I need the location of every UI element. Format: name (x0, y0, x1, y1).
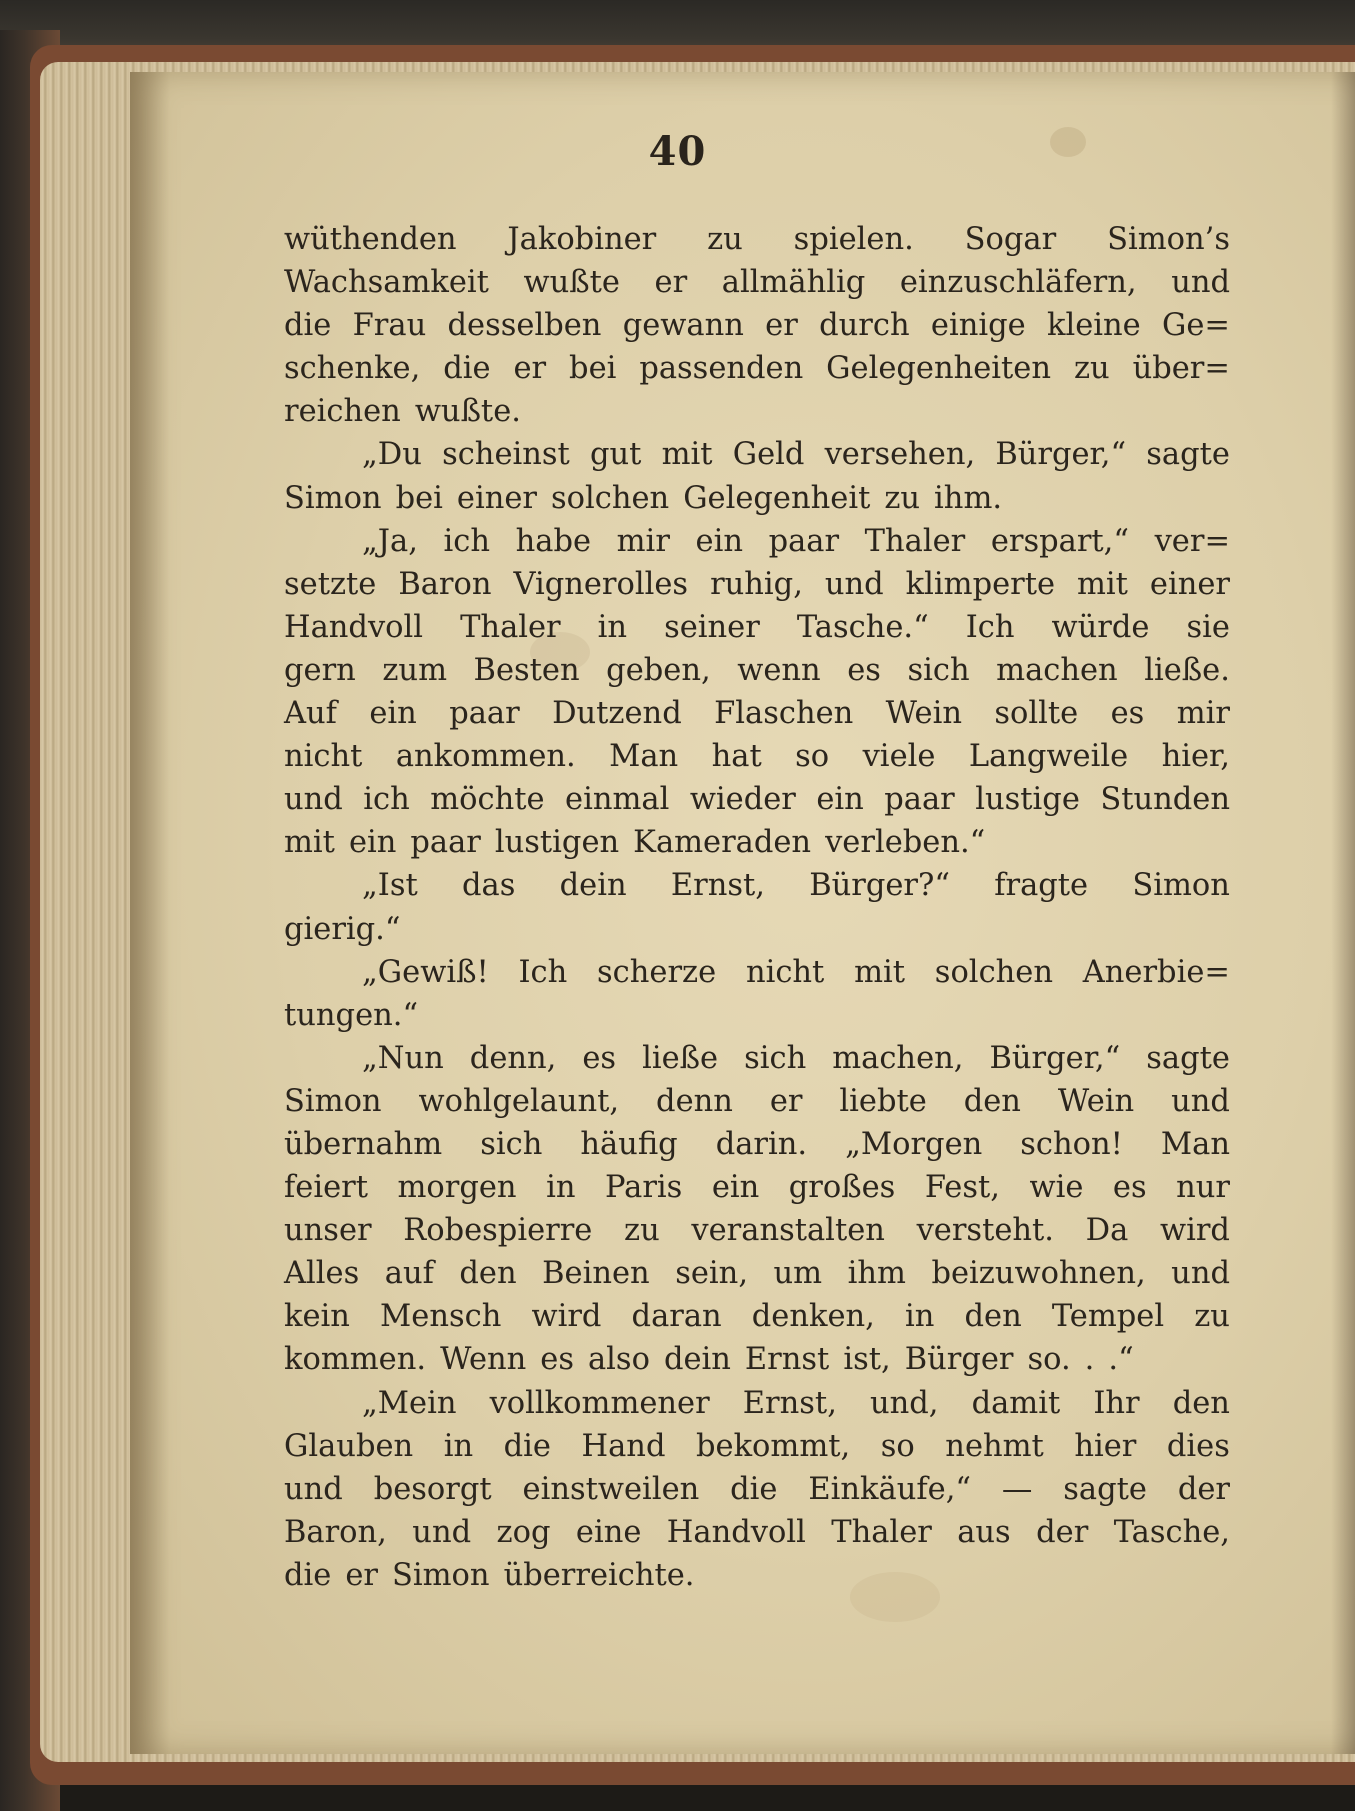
text-word: aus (957, 1514, 1011, 1550)
text-word: klimperte (905, 566, 1056, 602)
text-line (284, 994, 1230, 1037)
text-word: hat (711, 739, 762, 775)
text-line (284, 951, 1230, 994)
text-word: zum (382, 652, 447, 688)
text-word: er (765, 308, 798, 344)
text-word: Geld (732, 437, 805, 473)
text-word: Gelegenheiten (826, 351, 1052, 387)
text-word: denn (656, 1083, 733, 1119)
text-word: Dutzend (552, 696, 682, 732)
text-word: sie (1186, 609, 1230, 645)
text-word: ein (816, 782, 864, 818)
text-word: habe (515, 523, 592, 559)
text-word: auf (384, 1256, 434, 1292)
text-word: wird (1159, 1213, 1230, 1249)
text-word: gut (589, 437, 642, 473)
text-word: sein, (675, 1256, 749, 1292)
text-word: Glauben (284, 1428, 414, 1464)
text-word: — (1001, 1471, 1033, 1507)
text-word: Tasche.“ (796, 609, 929, 645)
text-word: und (1171, 1083, 1230, 1119)
text-line (284, 261, 1230, 304)
text-word: also (587, 1342, 650, 1378)
text-word: würde (1051, 609, 1150, 645)
text-word: versehen, (824, 437, 976, 473)
text-line (284, 1295, 1230, 1338)
text-word: einer (456, 480, 537, 516)
text-word: Einkäufe,“ (808, 1471, 971, 1507)
text-word: bei (569, 351, 617, 387)
text-word: Simon (284, 480, 382, 516)
text-word: Hand (581, 1428, 666, 1464)
text-word: paar (449, 696, 520, 732)
text-word: Simon (391, 1557, 490, 1593)
text-word: verleben.“ (825, 825, 986, 861)
text-word: Ich (518, 954, 568, 990)
text-word: und (284, 782, 343, 818)
text-word: solchen (934, 954, 1053, 990)
text-word: in (597, 609, 628, 645)
text-word: übernahm (284, 1126, 443, 1162)
text-line (284, 778, 1230, 821)
text-word: mir (1176, 696, 1230, 732)
text-word: wüthenden (284, 222, 457, 257)
text-word: bei (395, 480, 443, 516)
text-word: einige (930, 308, 1026, 344)
text-line (284, 1468, 1230, 1511)
text-word: die (284, 308, 332, 344)
text-word: scherze (597, 954, 717, 990)
text-word: und (1171, 265, 1230, 301)
text-word: Baron, (284, 1514, 387, 1550)
text-word: er (345, 1557, 378, 1593)
text-word: sich (907, 652, 970, 688)
text-word: denn, (469, 1040, 557, 1076)
text-word: geben, (606, 652, 711, 688)
text-word: Alles (284, 1256, 360, 1292)
text-word: und (824, 566, 884, 602)
text-word: Tempel (1051, 1299, 1165, 1335)
text-word: setzte (284, 566, 377, 602)
text-line (284, 864, 1230, 907)
body-text (284, 218, 1230, 1597)
text-word: Wein (885, 696, 962, 732)
text-word: so (795, 739, 830, 775)
text-word: in (904, 1299, 935, 1335)
text-word: in (546, 1170, 576, 1206)
text-word: machen, (832, 1040, 964, 1076)
text-word: morgen (397, 1170, 517, 1206)
text-word: und (412, 1514, 472, 1550)
text-word: Mensch (380, 1299, 502, 1335)
text-word: durch (819, 308, 910, 344)
text-word: Beinen (542, 1256, 650, 1292)
text-word: zog (496, 1514, 551, 1550)
text-word: Handvoll (284, 609, 424, 645)
text-word: sagte (1063, 1471, 1147, 1507)
text-word: mir (616, 523, 670, 559)
text-word: machen (996, 652, 1118, 688)
text-word: sich (480, 1126, 543, 1162)
text-word: sagte (1146, 1040, 1230, 1076)
text-word: wenn (737, 652, 821, 688)
text-word: erspart,“ (990, 523, 1129, 559)
text-word: Ernst, (742, 1385, 837, 1421)
text-word: liebte (839, 1083, 927, 1119)
text-word: desselben (447, 308, 602, 344)
text-word: Jakobiner (507, 222, 657, 257)
text-line (284, 692, 1230, 735)
text-word: versteht. (916, 1213, 1054, 1249)
text-word: ließe (642, 1040, 719, 1076)
text-line (284, 1382, 1230, 1425)
text-word: besorgt (373, 1471, 492, 1507)
text-word: und (1171, 1256, 1230, 1292)
text-word: Ich (965, 609, 1015, 645)
text-word: zu (624, 1213, 660, 1249)
text-line (284, 821, 1230, 864)
text-word: hier (1074, 1428, 1137, 1464)
text-line (284, 477, 1230, 520)
text-word: Ernst, (670, 868, 765, 904)
text-word: „Ja, (362, 523, 418, 559)
text-line (284, 1338, 1230, 1381)
text-line (284, 563, 1230, 606)
text-word: lustigen (494, 825, 620, 861)
text-word: hier, (1161, 739, 1230, 775)
text-word: wie (1029, 1170, 1084, 1206)
text-word: wußte (523, 265, 620, 301)
text-word: gierig.“ (284, 911, 401, 947)
text-line (284, 218, 1230, 261)
text-word: vollkommener (489, 1385, 710, 1421)
text-word: unser (284, 1213, 372, 1249)
text-word: möchte (430, 782, 545, 818)
text-word: die (443, 351, 491, 387)
text-word: sollte (994, 696, 1079, 732)
text-word: Man (1160, 1126, 1230, 1162)
text-word: ein (695, 523, 743, 559)
text-word: sagte (1146, 437, 1230, 473)
text-word: Thaler (460, 609, 561, 645)
text-line (284, 606, 1230, 649)
text-word: nehmt (945, 1428, 1044, 1464)
text-word: daran (631, 1299, 722, 1335)
text-word: Sogar (964, 222, 1057, 257)
text-word: so. (1027, 1342, 1071, 1378)
text-word: Ernst (744, 1342, 830, 1378)
text-word: einstweilen (522, 1471, 700, 1507)
text-word: „Mein (362, 1385, 457, 1421)
text-word: allmählig (721, 265, 866, 301)
text-word: Baron (398, 566, 492, 602)
text-word: in (443, 1428, 474, 1464)
text-word: fragte (994, 868, 1089, 904)
text-word: wohlgelaunt, (418, 1083, 620, 1119)
text-word: „Nun (362, 1040, 444, 1076)
text-word: spielen. (793, 222, 914, 257)
text-word: feiert (284, 1170, 368, 1206)
text-word: Ihr (1093, 1385, 1140, 1421)
text-word: darin. (715, 1126, 808, 1162)
text-word: die (730, 1471, 778, 1507)
text-line (284, 433, 1230, 476)
text-word: Wein (1057, 1083, 1135, 1119)
text-line (284, 1037, 1230, 1080)
text-word: lustige (975, 782, 1080, 818)
text-word: es (540, 1342, 574, 1378)
text-word: beizuwohnen, (931, 1256, 1146, 1292)
text-word: einmal (565, 782, 670, 818)
text-word: viele (862, 739, 936, 775)
text-word: gewann (622, 308, 744, 344)
text-word: Vignerolles (513, 566, 689, 602)
text-word: zu (1194, 1299, 1230, 1335)
text-word: Langweile (968, 739, 1129, 775)
text-word: Fest, (924, 1170, 1000, 1206)
text-line (284, 520, 1230, 563)
text-line (284, 1425, 1230, 1468)
text-line (284, 1080, 1230, 1123)
text-word: Bürger,“ (995, 437, 1127, 473)
text-word: Stunden (1100, 782, 1230, 818)
text-word: kleine (1046, 308, 1141, 344)
text-word: Flaschen (714, 696, 854, 732)
gutter-shadow (130, 72, 170, 1754)
text-word: wieder (689, 782, 796, 818)
text-word: ein (348, 825, 397, 861)
text-word: ließe. (1144, 652, 1230, 688)
text-word: wußte. (414, 394, 521, 430)
text-word: Handvoll (666, 1514, 806, 1550)
text-word: ich (443, 523, 491, 559)
text-word: es (582, 1040, 617, 1076)
text-word: reichen (284, 394, 401, 430)
text-word: einer (1149, 566, 1230, 602)
text-line (284, 649, 1230, 692)
text-word: schon! (1020, 1126, 1123, 1162)
text-line (284, 908, 1230, 951)
text-word: Man (609, 739, 679, 775)
text-line (284, 347, 1230, 390)
text-word: mit (1077, 566, 1128, 602)
text-word: solchen (551, 480, 670, 516)
text-word: dein (663, 1342, 731, 1378)
text-word: wird (531, 1299, 602, 1335)
text-word: und, (869, 1385, 939, 1421)
text-word: ihm (847, 1256, 906, 1292)
text-word: zu (707, 222, 743, 257)
text-word: ein (711, 1170, 760, 1206)
text-word: die (503, 1428, 551, 1464)
text-line (284, 1554, 1230, 1597)
text-word: scheinst (442, 437, 570, 473)
text-word: überreichte. (503, 1557, 695, 1593)
text-word: Gelegenheit (683, 480, 871, 516)
text-word: Besten (473, 652, 580, 688)
text-word: Robespierre (403, 1213, 593, 1249)
text-line (284, 735, 1230, 778)
text-line (284, 304, 1230, 347)
text-word: paar (884, 782, 955, 818)
text-word: einzuschläfern, (899, 265, 1137, 301)
text-word: bekommt, (696, 1428, 851, 1464)
text-word: und (284, 1471, 343, 1507)
text-word: ankommen. (395, 739, 576, 775)
text-word: so (880, 1428, 915, 1464)
text-line (284, 1252, 1230, 1295)
text-word: nur (1176, 1170, 1230, 1206)
text-word: denken, (751, 1299, 875, 1335)
text-word: Simon’s (1107, 222, 1230, 257)
text-word: paar (768, 523, 840, 559)
text-word: nicht (745, 954, 825, 990)
text-word: es (847, 652, 881, 688)
text-word: über= (1132, 351, 1230, 387)
text-word: mit (854, 954, 906, 990)
text-word: den (1172, 1385, 1230, 1421)
text-line (284, 1123, 1230, 1166)
text-word: Thaler (831, 1514, 932, 1550)
text-word: dies (1166, 1428, 1230, 1464)
text-word: häufig (580, 1126, 678, 1162)
text-word: tungen.“ (284, 997, 419, 1033)
text-word: Bürger,“ (989, 1040, 1121, 1076)
text-word: seiner (664, 609, 760, 645)
text-word: paar (410, 825, 481, 861)
text-word: dein (559, 868, 627, 904)
text-line (284, 1209, 1230, 1252)
text-word: sich (744, 1040, 807, 1076)
text-word: das (462, 868, 516, 904)
text-word: Ge= (1162, 308, 1230, 344)
text-word: ihm. (934, 480, 1003, 516)
text-word: Tasche, (1113, 1514, 1230, 1550)
text-word: „Ist (362, 868, 418, 904)
text-word: passenden (639, 351, 804, 387)
text-word: mit (284, 825, 335, 861)
text-word: nicht (284, 739, 363, 775)
text-word: ich (363, 782, 410, 818)
text-word: ruhig, (710, 566, 803, 602)
text-word: Wenn (440, 1342, 527, 1378)
text-line (284, 1511, 1230, 1554)
text-word: Auf (284, 696, 337, 732)
text-word: kommen. (284, 1342, 427, 1378)
text-line (284, 390, 1230, 433)
text-word: zu (884, 480, 921, 516)
text-word: den (963, 1083, 1021, 1119)
text-word: Bürger (904, 1342, 1014, 1378)
text-word: Wachsamkeit (284, 265, 489, 301)
text-word: die (284, 1557, 332, 1593)
text-word: .“ (1108, 1342, 1134, 1378)
text-word: Thaler (864, 523, 966, 559)
text-word: großes (788, 1170, 896, 1206)
text-word: den (964, 1299, 1022, 1335)
text-word: Da (1085, 1213, 1129, 1249)
text-word: Simon (284, 1083, 382, 1119)
text-line (284, 1166, 1230, 1209)
text-word: ver= (1154, 523, 1230, 559)
text-word: Kameraden (633, 825, 812, 861)
text-word: Simon (1132, 868, 1230, 904)
text-word: veranstalten (691, 1213, 885, 1249)
text-word: „Morgen (845, 1126, 983, 1162)
text-word: eine (575, 1514, 642, 1550)
text-word: mit (661, 437, 713, 473)
page-edge-shadow (1331, 72, 1355, 1754)
page-number: 40 (648, 128, 707, 175)
text-word: „Gewiß! (362, 954, 489, 990)
text-word: es (1110, 696, 1145, 732)
text-word: um (773, 1256, 823, 1292)
text-word: ein (369, 696, 417, 732)
text-word: er (769, 1083, 803, 1119)
text-word: zu (1073, 351, 1110, 387)
text-word: Paris (604, 1170, 683, 1206)
text-word: der (1177, 1471, 1230, 1507)
text-word: damit (971, 1385, 1061, 1421)
text-word: er (654, 265, 688, 301)
text-word: es (1112, 1170, 1147, 1206)
text-word: Anerbie= (1082, 954, 1230, 990)
text-word: der (1036, 1514, 1089, 1550)
text-word: kein (284, 1299, 350, 1335)
text-word: Bürger?“ (809, 868, 950, 904)
text-word: den (459, 1256, 517, 1292)
text-word: . (1084, 1342, 1095, 1378)
text-word: gern (284, 652, 356, 688)
text-word: er (513, 351, 547, 387)
text-word: schenke, (284, 351, 421, 387)
text-word: „Du (362, 437, 422, 473)
text-word: ist, (843, 1342, 891, 1378)
text-word: Frau (352, 308, 427, 344)
